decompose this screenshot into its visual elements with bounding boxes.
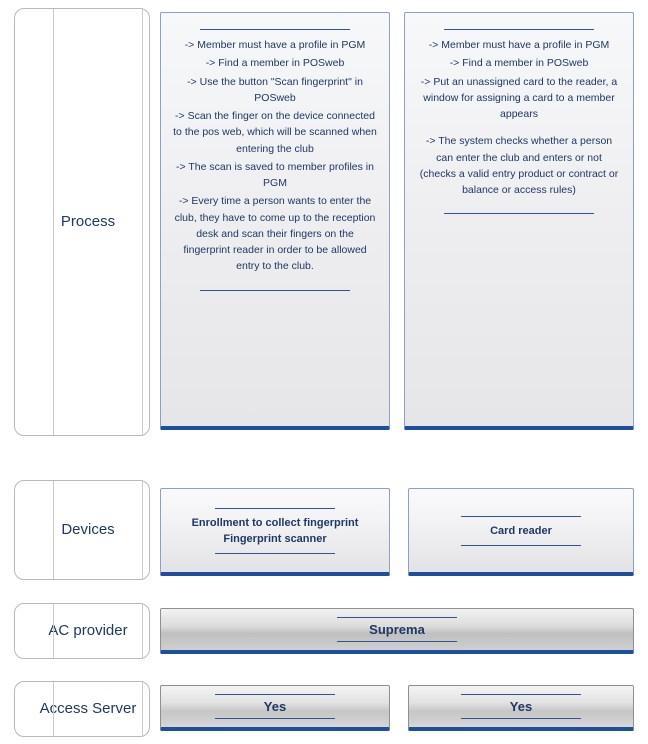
divider-bottom xyxy=(461,545,581,546)
row-label-fold-line xyxy=(53,604,54,658)
row-label-fold-line xyxy=(53,682,54,736)
process-step: -> The system checks whether a person can enter the club and enters or not (checks a valid entry product or contract or balance or access rules) xyxy=(419,135,619,197)
device-box-fingerprint xyxy=(160,488,390,576)
divider-bottom xyxy=(444,213,594,214)
ac-provider-name: Suprema xyxy=(369,622,425,637)
device-box-card xyxy=(408,488,634,576)
divider-top xyxy=(461,516,581,517)
row-label-process xyxy=(14,8,150,436)
row-label-fold-line xyxy=(53,9,54,435)
access-server-value: Yes xyxy=(509,699,533,714)
row-label-ac-provider xyxy=(14,603,150,659)
access-server-box-card xyxy=(408,685,634,731)
divider-top xyxy=(444,29,594,30)
process-box-card xyxy=(404,12,634,430)
divider-top xyxy=(461,694,581,695)
process-step: -> Put an unassigned card to the reader, a window for assigning a card to a member appears xyxy=(420,75,618,121)
process-step: -> Find a member in POSweb xyxy=(449,57,589,70)
row-label-devices-text: Devices xyxy=(61,521,115,538)
row-label-access-server-text: Access Server xyxy=(39,700,137,717)
device-label: Fingerprint scanner xyxy=(223,532,327,545)
process-step: -> Find a member in POSweb xyxy=(205,57,345,70)
device-label: Card reader xyxy=(490,524,552,537)
divider-bottom xyxy=(337,641,457,642)
row-label-process-text: Process xyxy=(60,213,116,230)
divider-bottom xyxy=(215,553,335,554)
process-step: -> The scan is saved to member profiles in PGM xyxy=(176,160,374,190)
process-step: -> Member must have a profile in PGM xyxy=(428,39,610,51)
device-label: Enrollment to collect fingerprint xyxy=(191,516,359,529)
divider-top xyxy=(200,29,350,30)
row-label-devices xyxy=(14,480,150,580)
row-label-fold-line-right xyxy=(142,9,143,435)
row-label-fold-line-right xyxy=(142,682,143,736)
divider-top xyxy=(337,617,457,618)
access-server-value: Yes xyxy=(263,699,287,714)
process-step: -> Use the button "Scan fingerprint" in POSweb xyxy=(187,75,363,104)
process-step: -> Every time a person wants to enter the club, they have to come up to the reception desk and scan their fingers on the fingerprint reader in order to be allowed entry to the club. xyxy=(174,195,376,273)
process-box-fingerprint xyxy=(160,12,390,430)
divider-top xyxy=(215,508,335,509)
row-label-fold-line-right xyxy=(142,481,143,579)
access-server-box-fingerprint xyxy=(160,685,390,731)
ac-provider-box xyxy=(160,608,634,654)
divider-bottom xyxy=(215,718,335,719)
process-step: -> Scan the finger on the device connected to the pos web, which will be scanned when entering the club xyxy=(173,110,377,155)
divider-top xyxy=(215,694,335,695)
divider-bottom xyxy=(461,718,581,719)
row-label-ac-provider-text: AC provider xyxy=(48,622,128,639)
row-label-fold-line-right xyxy=(142,604,143,658)
process-step: -> Member must have a profile in PGM xyxy=(184,39,366,51)
row-label-access-server xyxy=(14,681,150,737)
row-label-fold-line xyxy=(53,481,54,579)
divider-bottom xyxy=(200,290,350,291)
